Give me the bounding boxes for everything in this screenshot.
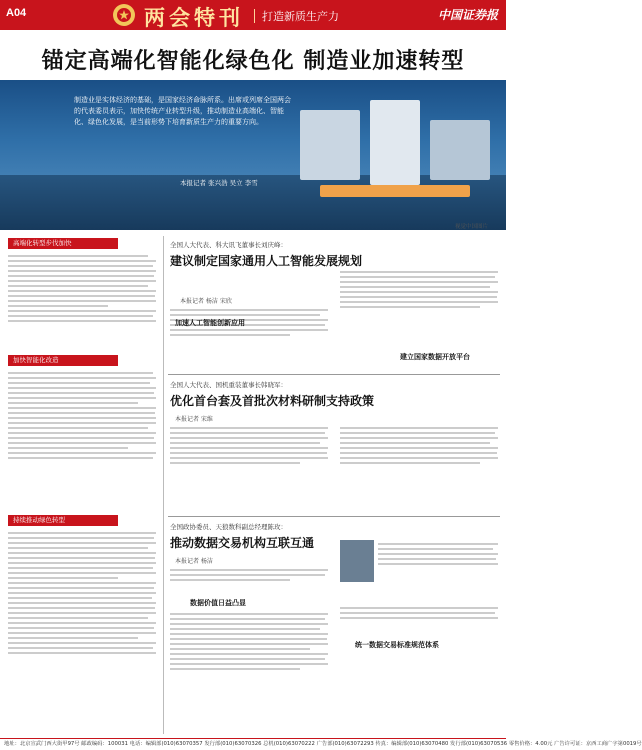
- left-column-text: [8, 369, 158, 509]
- machine-shape: [430, 120, 490, 180]
- article-kicker: 全国人大代表、国机重装董事长韩晓军：: [170, 381, 287, 389]
- column-divider: [163, 236, 164, 734]
- article-kicker: 全国政协委员、天狼数科副总经理陈玫：: [170, 523, 287, 531]
- article-byline: 本报记者 杨洁: [175, 558, 213, 565]
- article-title: 建议制定国家通用人工智能发展规划: [170, 254, 363, 268]
- author-photo: [340, 540, 374, 582]
- conveyor-shape: [320, 185, 470, 197]
- left-column-text: [8, 529, 158, 734]
- intro-text: 制造业是实体经济的基础，是国家经济命脉所系。出席或列席全国两会的代表委员表示，加快传统产业转型升级，推动制造业高端化、智能化、绿色化发展，是当前形势下培育新质生产力的重要方向。: [74, 96, 291, 126]
- article-title: 优化首台套及首批次材料研制支持政策: [170, 394, 375, 408]
- article-text: [340, 424, 500, 514]
- main-headline: 锚定高端化智能化绿色化 制造业加速转型: [41, 48, 465, 74]
- article-text: [170, 566, 330, 596]
- article-subhead: 统一数据交易标准规范体系: [355, 641, 439, 649]
- photo-credit: 视觉中国图片: [455, 224, 489, 230]
- article-text: [170, 610, 330, 734]
- article-subhead: 加速人工智能创新应用: [175, 319, 245, 327]
- article-text: [170, 306, 330, 366]
- article-divider: [168, 516, 500, 517]
- machine-shape: [300, 110, 360, 180]
- article-kicker: 全国人大代表、科大讯飞董事长刘庆峰：: [170, 241, 287, 249]
- article-divider: [168, 374, 500, 375]
- article-subhead: 数据价值日益凸显: [190, 599, 246, 607]
- article-text: [340, 604, 500, 734]
- page-number: A04: [6, 7, 27, 19]
- article-text: [378, 540, 500, 600]
- section-subtitle: 打造新质生产力: [262, 10, 339, 23]
- page-header: [0, 0, 506, 30]
- left-column-text: [8, 252, 158, 352]
- footer: 地址：北京宣武门西大街甲97号 邮政编码：100031 电话：编辑部(010)63070357 发行部(010)63070326 总机(010)63070222 广告部(010)63072293 传真：编辑部(010)63070480 发行部(010)63070536 零售价格：4.00元 广告许可证：京西工商广字第0019号: [0, 738, 506, 750]
- article-text: [170, 424, 330, 514]
- intro-byline: 本报记者 张兴浩 吴立 李雪: [180, 179, 258, 187]
- article-subhead: 建立国家数据开放平台: [400, 353, 470, 361]
- article-byline: 本报记者 杨洁 宋欣: [180, 298, 232, 305]
- section-label: 高端化转型步伐加快: [8, 238, 118, 249]
- section-label: 持续推动绿色转型: [8, 515, 118, 526]
- article-byline: 本报记者 宋维: [175, 416, 213, 423]
- newspaper-name: 中国证券报: [437, 8, 498, 22]
- section-title: 两会特刊: [144, 5, 244, 30]
- machine-shape: [370, 100, 420, 185]
- national-emblem-icon: [112, 3, 136, 27]
- article-title: 推动数据交易机构互联互通: [170, 536, 315, 550]
- header-divider: [254, 9, 255, 23]
- section-label: 加快智能化改造: [8, 355, 118, 366]
